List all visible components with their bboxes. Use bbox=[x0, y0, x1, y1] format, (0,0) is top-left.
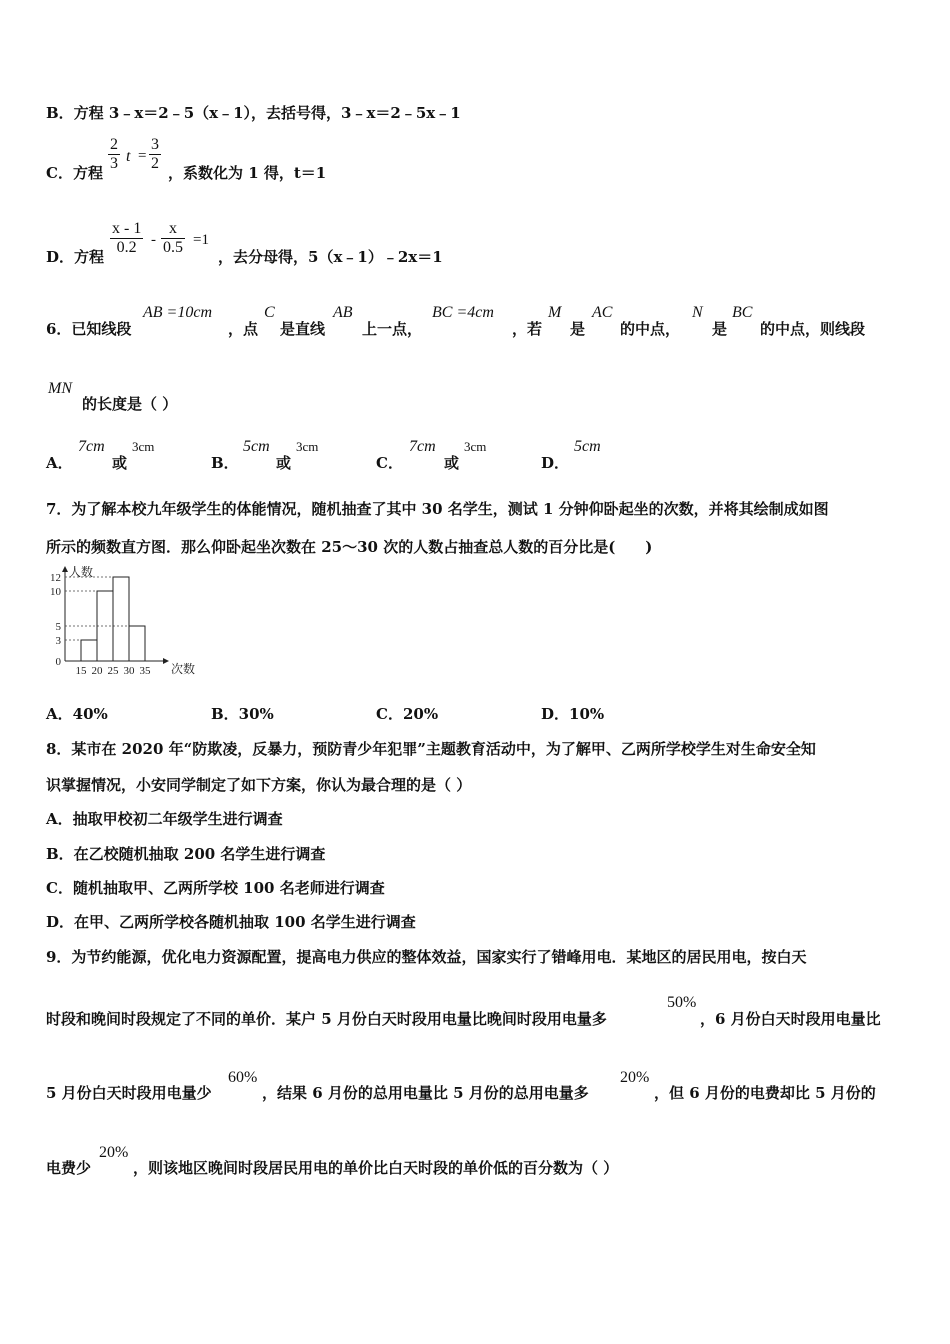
q6-text-5: ，若 bbox=[512, 320, 543, 338]
q6-math-point-c: C bbox=[264, 304, 275, 321]
q6-text-1: 6．已知线段 bbox=[46, 320, 132, 338]
q7-option-a: A．40% bbox=[46, 705, 108, 723]
y-axis-arrow bbox=[62, 566, 68, 572]
q6-option-c-or: 或 bbox=[444, 454, 460, 472]
frequency-histogram bbox=[46, 566, 196, 682]
q5-option-c-variable: t bbox=[126, 148, 131, 165]
q9-percent-20-total: 20% bbox=[620, 1069, 650, 1086]
q6-math-mn: MN bbox=[48, 380, 72, 397]
q6-option-b-or: 或 bbox=[276, 454, 292, 472]
y-tick-label: 5 bbox=[55, 621, 61, 633]
q9-percent-50: 50% bbox=[667, 994, 697, 1011]
q7-option-c: C．20% bbox=[376, 705, 439, 723]
fraction-numerator: x - 1 bbox=[112, 220, 142, 237]
q5-option-d-suffix: ，去分母得，5（x﹣1）﹣2x＝1 bbox=[218, 248, 443, 266]
q8-line-2: 识掌握情况，小安同学制定了如下方案，你认为最合理的是（ ） bbox=[46, 776, 472, 794]
q6-text-3: 是直线 bbox=[280, 320, 326, 338]
q6-option-a-value-1: 7cm bbox=[78, 438, 105, 455]
q8-option-c: C．随机抽取甲、乙两所学校 100 名老师进行调查 bbox=[46, 879, 385, 897]
q9-line-1: 9．为节约能源，优化电力资源配置，提高电力供应的整体效益，国家实行了错峰用电．某地区的居民用电，按白天 bbox=[46, 948, 807, 966]
q6-math-bc-length: BC =4cm bbox=[432, 304, 494, 321]
q5-option-c-prefix: C．方程 bbox=[46, 164, 103, 182]
q6-option-d-value-1: 5cm bbox=[574, 438, 601, 455]
q6-text-7: 的中点， bbox=[620, 320, 681, 338]
q6-option-b-label: B． bbox=[211, 454, 239, 472]
q8-option-b: B．在乙校随机抽取 200 名学生进行调查 bbox=[46, 845, 326, 863]
q6-text-6: 是 bbox=[570, 320, 586, 338]
q6-math-line-ab: AB bbox=[333, 304, 353, 321]
q6-math-ac: AC bbox=[592, 304, 613, 321]
histogram-bar bbox=[81, 640, 97, 661]
q5-option-d-minus: - bbox=[151, 232, 156, 248]
q5-option-d-equals: =1 bbox=[193, 232, 209, 248]
y-axis-label: 人数 bbox=[69, 566, 94, 579]
q7-line-2: 所示的频数直方图．那么仰卧起坐次数在 25～30 次的人数占抽查总人数的百分比是( ) bbox=[46, 538, 653, 556]
x-axis-arrow bbox=[163, 658, 169, 664]
fraction-numerator: x bbox=[169, 220, 177, 237]
x-tick-label: 25 bbox=[107, 665, 119, 677]
fraction-denominator: 0.5 bbox=[163, 239, 183, 256]
q6-text-2: ，点 bbox=[228, 320, 259, 338]
histogram-bar bbox=[113, 577, 129, 661]
q6-text-8: 是 bbox=[712, 320, 728, 338]
q6-option-c-label: C． bbox=[376, 454, 403, 472]
q6-option-b-value-1: 5cm bbox=[243, 438, 270, 455]
y-tick-label: 3 bbox=[55, 635, 61, 647]
y-tick-label: 12 bbox=[50, 572, 61, 584]
q9-line-4-part-1: 电费少 bbox=[46, 1159, 92, 1177]
y-tick-label: 0 bbox=[55, 656, 61, 668]
q8-option-d: D．在甲、乙两所学校各随机抽取 100 名学生进行调查 bbox=[46, 913, 416, 931]
q5-option-c-fraction-2 bbox=[149, 136, 161, 173]
q6-text-9: 的中点，则线段 bbox=[760, 320, 866, 338]
q9-percent-60: 60% bbox=[228, 1069, 258, 1086]
q6-option-b-value-2: 3cm bbox=[296, 439, 319, 454]
q5-option-c-fraction-1 bbox=[108, 136, 120, 173]
q6-option-a-value-2: 3cm bbox=[132, 439, 155, 454]
q6-option-a-label: A． bbox=[46, 454, 73, 472]
q6-math-point-m: M bbox=[548, 304, 562, 321]
fraction-numerator: 2 bbox=[110, 136, 118, 153]
q9-line-2-part-2: ，6 月份白天时段用电量比 bbox=[700, 1010, 881, 1028]
q6-math-ab-length: AB =10cm bbox=[143, 304, 212, 321]
x-tick-label: 15 bbox=[75, 665, 87, 677]
q5-option-c-suffix: ，系数化为 1 得，t＝1 bbox=[168, 164, 327, 182]
y-tick-label: 10 bbox=[50, 586, 61, 598]
q8-line-1: 8．某市在 2020 年“防欺凌，反暴力，预防青少年犯罪”主题教育活动中，为了解甲、乙两所学校学生对生命安全知 bbox=[46, 740, 816, 758]
q7-option-b: B．30% bbox=[211, 705, 274, 723]
q9-line-2-part-1: 时段和晚间时段规定了不同的单价．某户 5 月份白天时段用电量比晚间时段用电量多 bbox=[46, 1010, 607, 1028]
q6-option-a-or: 或 bbox=[112, 454, 128, 472]
fraction-denominator: 0.2 bbox=[110, 238, 143, 257]
q8-option-a: A．抽取甲校初二年级学生进行调查 bbox=[46, 810, 283, 828]
q5-option-c-equals: = bbox=[138, 148, 147, 164]
q7-line-1: 7．为了解本校九年级学生的体能情况，随机抽查了其中 30 名学生，测试 1 分钟仰卧起坐的次数，并将其绘制成如图 bbox=[46, 500, 829, 518]
q9-line-3-part-1: 5 月份白天时段用电量少 bbox=[46, 1084, 212, 1102]
x-axis-label: 次数 bbox=[171, 662, 196, 676]
q6-math-point-n: N bbox=[692, 304, 703, 321]
q5-option-d-prefix: D．方程 bbox=[46, 248, 105, 266]
x-tick-label: 35 bbox=[139, 665, 151, 677]
fraction-numerator: 3 bbox=[151, 136, 159, 153]
q5-option-d-fraction-1 bbox=[110, 220, 143, 257]
q6-text-4: 上一点， bbox=[362, 320, 423, 338]
q9-line-4-part-2: ，则该地区晚间时段居民用电的单价比白天时段的单价低的百分数为（ ） bbox=[133, 1159, 619, 1177]
q7-option-d: D．10% bbox=[541, 705, 605, 723]
fraction-denominator: 3 bbox=[110, 155, 118, 172]
x-tick-label: 20 bbox=[91, 665, 103, 677]
q5-option-d-fraction-2 bbox=[161, 220, 185, 257]
q6-option-d-label: D． bbox=[541, 454, 570, 472]
q9-line-3-part-2: ，结果 6 月份的总用电量比 5 月份的总用电量多 bbox=[262, 1084, 589, 1102]
histogram-bar bbox=[129, 626, 145, 661]
q5-option-b: B．方程 3﹣x＝2﹣5（x﹣1），去括号得，3﹣x＝2﹣5x﹣1 bbox=[46, 104, 461, 122]
x-tick-label: 30 bbox=[123, 665, 135, 677]
q6-math-bc: BC bbox=[732, 304, 753, 321]
q9-percent-20-fee: 20% bbox=[99, 1144, 129, 1161]
q9-line-3-part-3: ，但 6 月份的电费却比 5 月份的 bbox=[654, 1084, 876, 1102]
fraction-denominator: 2 bbox=[151, 155, 159, 172]
q6-option-c-value-2: 3cm bbox=[464, 439, 487, 454]
q6-option-c-value-1: 7cm bbox=[409, 438, 436, 455]
q6-text-10: 的长度是（ ） bbox=[82, 395, 178, 413]
